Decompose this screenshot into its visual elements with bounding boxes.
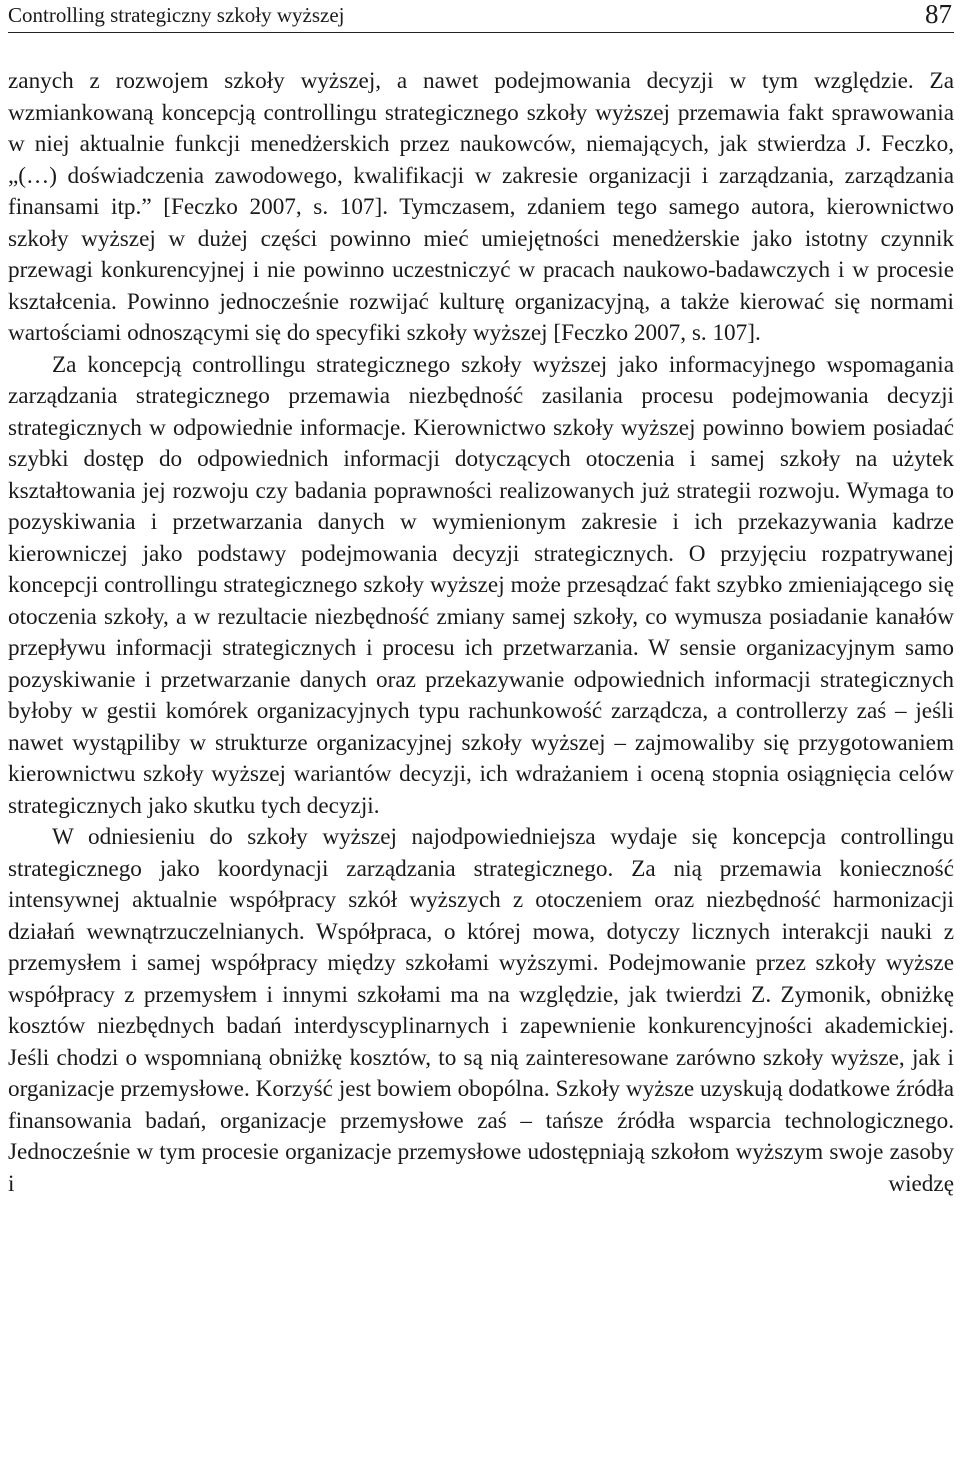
paragraph-3: W odniesieniu do szkoły wyższej najodpowiedniejsza wydaje się koncepcja controllingu strategicznego jako koordynacji zarządzania strategicznego. Za nią przemawia konieczność intensywnej aktualnie współpracy szkół wyższych z otoczeniem oraz niezbędność harmonizacji działań wewnątrzuczelnianych. Współpraca, o której mowa, dotyczy licznych interakcji nauki z przemysłem i samej współpracy między szkołami wyższymi. Podejmowanie przez szkoły wyższe współpracy z przemysłem i innymi szkołami ma na względzie, jak twierdzi Z. Zymonik, obniżkę kosztów niezbędnych badań interdyscyplinarnych i zapewnienie konkurencyjności akademickiej. Jeśli chodzi o wspomnianą obniżkę kosztów, to są nią zainteresowane zarówno szkoły wyższe, jak i organizacje przemysłowe. Korzyść jest bowiem obopólna. Szkoły wyższe uzyskują dodatkowe źródła finansowania badań, organizacje przemysłowe zaś – tańsze źródła wsparcia technologicznego. Jednocześnie w tym procesie organizacje przemysłowe udostępniają szkołom wyższym swoje zasoby i wiedzę <box>8 824 954 1197</box>
page-number: 87 <box>925 0 952 29</box>
document-page <box>8 0 954 1200</box>
running-title: Controlling strategiczny szkoły wyższej <box>8 3 345 27</box>
paragraph-2: Za koncepcją controllingu strategicznego szkoły wyższej jako informacyjnego wspomagania zarządzania strategicznego przemawia niezbędność zasilania procesu podejmowania decyzji strategicznych w odpowiednie informacje. Kierownictwo szkoły wyższej powinno bowiem posiadać szybki dostęp do odpowiednich informacji dotyczących otoczenia i samej szkoły na użytek kształtowania jej rozwoju czy badania poprawności realizowanych już strategii rozwoju. Wymaga to pozyskiwania i przetwarzania danych w wymienionym zakresie i ich przekazywania kadrze kierowniczej jako podstawy podejmowania decyzji strategicznych. O przyjęciu rozpatrywanej koncepcji controllingu strategicznego szkoły wyższej może przesądzać fakt szybko zmieniającego się otoczenia szkoły, a w rezultacie niezbędność zmiany samej szkoły, co wymusza posiadanie kanałów przepływu informacji strategicznych i procesu ich przetwarzania. W sensie organizacyjnym samo pozyskiwanie i przetwarzanie danych oraz przekazywanie odpowiednich informacji strategicznych byłoby w gestii komórek organizacyjnych typu rachunkowość zarządcza, a controllerzy zaś – jeśli nawet wystąpiliby w strukturze organizacyjnej szkoły wyższej – zajmowaliby się przygotowaniem kierownictwu szkoły wyższej wariantów decyzji, ich wdrażaniem i oceną stopnia osiągnięcia celów strategicznych jako skutku tych decyzji. <box>8 351 954 819</box>
body-text <box>8 66 954 1200</box>
paragraph-1: zanych z rozwojem szkoły wyższej, a nawet podejmowania decyzji w tym względzie. Za wzmiankowaną koncepcją controllingu strategicznego szkoły wyższej przemawia fakt sprawowania w niej aktualnie funkcji menedżerskich przez naukowców, niemających, jak stwierdza J. Feczko, „(…) doświadczenia zawodowego, kwalifikacji w zakresie organizacji i zarządzania, zarządzania finansami itp.” [Feczko 2007, s. 107]. Tymczasem, zdaniem tego samego autora, kierownictwo szkoły wyższej w dużej części powinno mieć umiejętności menedżerskie jako istotny czynnik przewagi konkurencyjnej i nie powinno uczestniczyć w pracach naukowo-badawczych i w procesie kształcenia. Powinno jednocześnie rozwijać kulturę organizacyjną, a także kierować się normami wartościami odnoszącymi się do specyfiki szkoły wyższej [Feczko 2007, s. 107]. <box>8 68 954 346</box>
running-header <box>8 0 954 33</box>
